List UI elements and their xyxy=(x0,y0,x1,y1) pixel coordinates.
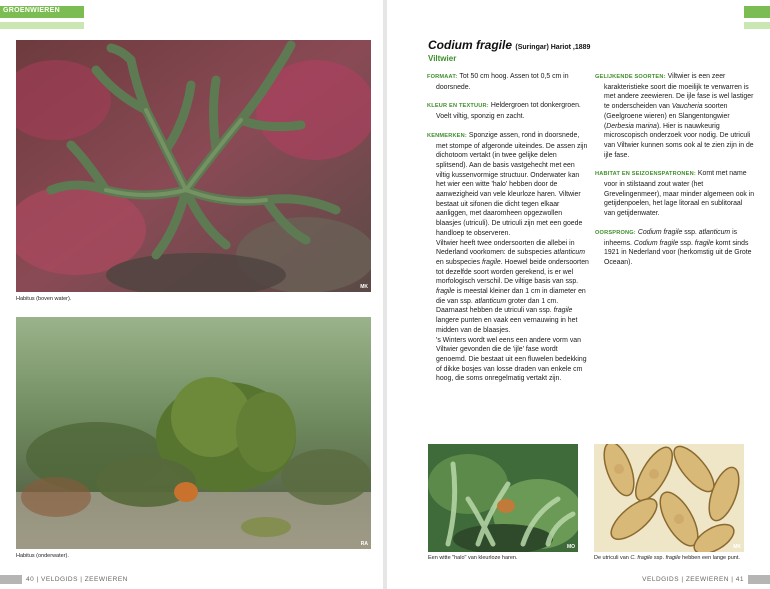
section-label: FORMAAT: xyxy=(427,74,458,80)
photo-habitus-above-water xyxy=(16,40,371,292)
text-column-2 xyxy=(595,72,755,277)
photo-habitus-underwater xyxy=(16,317,371,549)
page-footer-left xyxy=(0,575,132,584)
right-page xyxy=(387,0,770,589)
section-kenmerken: KENMERKEN: Sponzige assen, rond in doorsnede, met stompe of afgeronde uiteindes. De assen zijn dichotoom vertakt (in twee gelijke delen splitsend). Aan de basis vastgehecht met een viltig kussenvormige structuur. Onderwater kan het wier een witte 'halo' hebben door de aanwezigheid van vele kleurloze haren. Viltwier bestaat uit sifonen die dicht tegen elkaar aanliggen, met daaromheen opgezwollen blaasjes (utriculi). De utriculi zijn met een goede handloep te observeren. Viltwier heeft twee ondersoorten die allebei in Nederland voorkomen: de subspecies atlanticum en subspecies fragile. Hoewel beide ondersoorten tot dezelfde soort worden gerekend, is er wel morfologisch verschil. De viltige basis van ssp. fragile is meestal kleiner dan 1 cm in diameter en die van ssp. atlanticum groter dan 1 cm. Daarnaast hebben de utriculi van ssp. fragile langere punten en vaak een vernauwing in het midden van de blaasjes. 's Winters wordt wel eens een andere vorm van Viltwier gevonden die de 'ijle' fase wordt genoemd. Die bestaat uit een fluwelen bedekking of dikke bosjes van losse draden van enkele cm hoog, die soms onregelmatig vertakt zijn. xyxy=(427,131,589,383)
photo-credit: RA xyxy=(360,541,368,547)
section-label: GROENWIEREN xyxy=(3,7,60,14)
paragraph: Viltwier heeft twee ondersoorten die allebei in Nederland voorkomen: de subspecies atlanticum en subspecies fragile. Hoewel beide ondersoorten tot dezelfde soort worden gerekend, is er wel morfologisch verschil. De viltige basis van ssp. fragile is meestal kleiner dan 1 cm in diameter en die van ssp. atlanticum groter dan 1 cm. Daarnaast hebben de utriculi van ssp. fragile langere punten en vaak een vernauwing in het midden van de blaasjes. xyxy=(436,239,589,334)
photo-caption: De utriculi van C. fragile ssp. fragile hebben een lange punt. xyxy=(594,555,740,561)
photo-utriculi xyxy=(594,444,744,552)
species-author: (Suringar) Hariot ,1889 xyxy=(515,44,591,51)
section-formaat: FORMAAT: Tot 50 cm hoog. Assen tot 0,5 cm in doorsnede. xyxy=(427,73,569,91)
section-label: OORSPRONG: xyxy=(595,229,636,236)
section-tab-stripe xyxy=(744,22,770,29)
paragraph: 's Winters wordt wel eens een andere vorm van Viltwier gevonden die de 'ijle' fase wordt genoemd. Die bestaat uit een fluwelen bedekking of dikke bosjes van losse draden van enkele cm hoog, die soms onregelmatig vertakt zijn. xyxy=(436,336,587,383)
section-label: GELIJKENDE SOORTEN: xyxy=(595,74,666,80)
photo-credit: MK xyxy=(733,544,741,550)
left-page xyxy=(0,0,383,589)
section-oorsprong: OORSPRONG: Codium fragile ssp. atlanticum is inheems. Codium fragile ssp. fragile komt sinds 1921 in Nederland voor (herkomstig uit de Grote Oceaan). xyxy=(595,228,752,266)
section-label: KLEUR EN TEXTUUR: xyxy=(427,103,489,110)
footer-text: 40 | VELDGIDS | ZEEWIEREN xyxy=(26,576,128,583)
section-kleur-textuur: KLEUR EN TEXTUUR: Heldergroen tot donkergroen. Voelt viltig, sponzig en zacht. xyxy=(427,102,581,121)
species-name: Codium fragile xyxy=(428,38,513,52)
section-tab xyxy=(744,6,770,18)
section-label: KENMERKEN: xyxy=(427,132,467,139)
text-column-1 xyxy=(427,72,589,393)
common-name: Viltwier xyxy=(428,54,457,63)
footer-text: VELDGIDS | ZEEWIEREN | 41 xyxy=(642,576,744,583)
photo-credit: MO xyxy=(566,544,575,550)
page-footer-right xyxy=(638,575,770,584)
photo-halo xyxy=(428,444,578,552)
section-tab-stripe xyxy=(0,22,84,29)
photo-credit: MK xyxy=(360,284,368,290)
species-title xyxy=(428,38,590,52)
photo-caption: Habitus (boven water). xyxy=(16,296,72,302)
section-gelijkende-soorten: GELIJKENDE SOORTEN: Viltwier is een zeer karakteristieke soort die moeilijk te verwarren is met andere zeewieren. De ijle fase is wel lastiger te onderscheiden van Vaucheria soorten (Geelgroene wieren) en Slangentongwier (Derbesia marina). Hier is nauwkeurig microscopisch onderzoek voor nodig. De utriculi van Viltwier kunnen soms ook al te zien zijn in de ijle fase. xyxy=(595,73,754,159)
photo-caption: Een witte "halo" van kleurloze haren. xyxy=(428,555,518,561)
section-habitat: HABITAT EN SEIZOENSPATRONEN: Komt met name voor in stilstaand zout water (het Grevelingenmeer), maar minder algemeen ook in getijdenpoelen, het lage litoraal en sublitoraal van getijdenwater. xyxy=(595,170,755,218)
footer-bar xyxy=(748,575,770,584)
photo-caption: Habitus (onderwater). xyxy=(16,553,69,559)
footer-bar xyxy=(0,575,22,584)
section-label: HABITAT EN SEIZOENSPATRONEN: xyxy=(595,171,696,178)
